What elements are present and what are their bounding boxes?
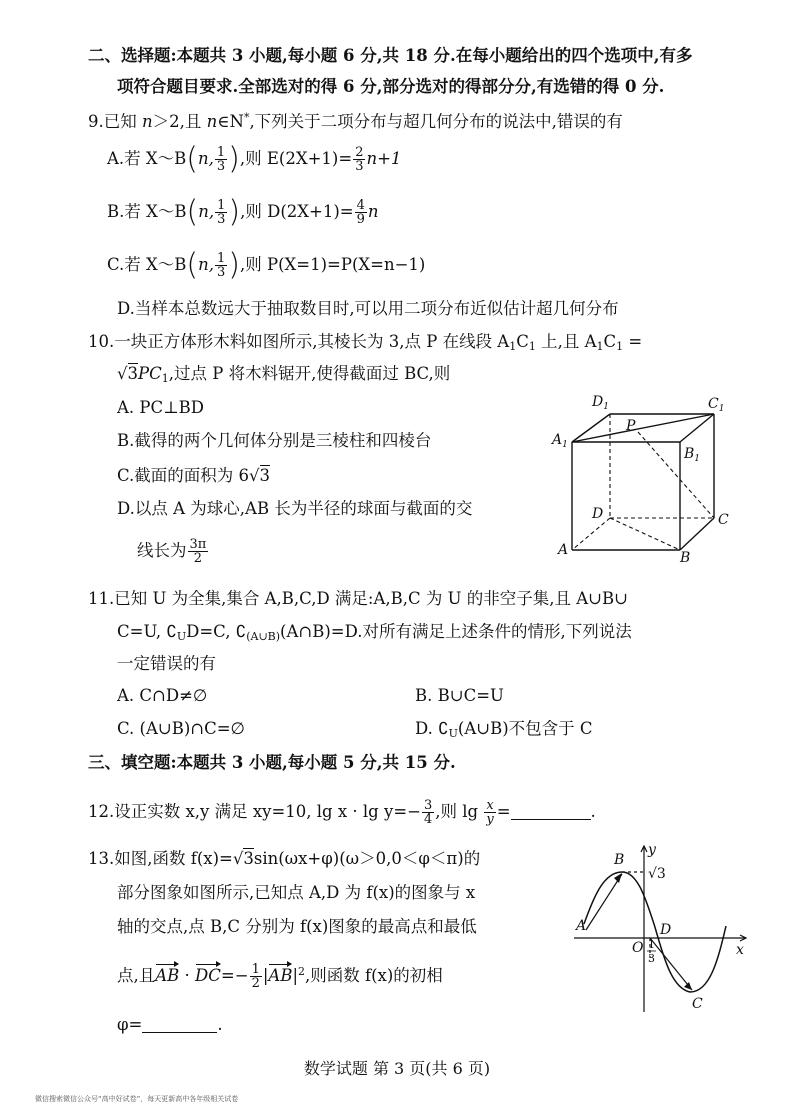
label-C1: $C_1$ <box>708 396 725 414</box>
graph-label-y: y <box>648 842 656 858</box>
graph-label-O: O <box>632 940 644 956</box>
q13-stem-line3: 轴的交点,点 B,C 分别为 f(x)图象的最高点和最低 <box>117 917 477 936</box>
q10-option-d-line2: 线长为 $\frac{3\pi}{2}$ <box>137 537 207 566</box>
q10-option-c: C.截面的面积为 6√3 <box>117 466 271 485</box>
label-C: C <box>718 512 729 528</box>
graph-label-D: D <box>660 922 672 938</box>
q13-answer-blank[interactable] <box>142 1031 217 1033</box>
q11-stem-line1: 11.已知 U 为全集,集合 A,B,C,D 满足:A,B,C 为 U 的非空子集,且 A∪B∪ <box>88 589 628 608</box>
section-2-instructions: 项符合题目要求.全部选对的得 6 分,部分选对的得部分分,有选错的得 0 分. <box>117 77 665 96</box>
q11-option-d: D. $∁_U(A\cup B)$不包含于 C <box>415 719 593 740</box>
q11-option-b: B. B∪C=U <box>415 686 504 705</box>
q11-stem-line2: C=U, $∁_UD=C$, $∁_{(A\cup B)}(A\cap B)=D$.对所有满足上述条件的情形,下列说法 <box>117 622 632 643</box>
q11-option-c: C. (A∪B)∩C=∅ <box>117 719 245 738</box>
sine-graph-figure <box>570 840 755 1015</box>
label-B: B <box>680 550 691 566</box>
q13-stem-line2: 部分图象如图所示,已知点 A,D 为 f(x)的图象与 x <box>117 883 476 902</box>
page-footer: 数学试题 第 3 页(共 6 页) <box>303 1059 491 1078</box>
label-P: P <box>626 418 636 434</box>
label-D: D <box>592 506 604 522</box>
q13-stem-line5: φ= . <box>117 1015 223 1034</box>
label-A: A <box>558 542 569 558</box>
section-3-heading: 三、填空题:本题共 3 小题,每小题 5 分,共 15 分. <box>88 753 456 772</box>
graph-label-C: C <box>692 996 703 1012</box>
q10-stem-line2: $√3PC_1$,过点 P 将木料锯开,使得截面过 BC,则 <box>117 364 451 385</box>
graph-label-x: x <box>736 942 744 958</box>
cube-figure <box>548 392 738 567</box>
q11-stem-line3: 一定错误的有 <box>117 654 216 673</box>
q11-option-a: A. C∩D≠∅ <box>117 686 208 705</box>
q13-stem-line1: 13.如图,函数 f(x)=√3sin(ωx+φ)(ω＞0,0＜φ＜π)的 <box>88 849 481 868</box>
q9-option-d: D.当样本总数远大于抽取数目时,可以用二项分布近似估计超几何分布 <box>117 299 619 318</box>
label-B1: $B_1$ <box>684 446 701 464</box>
graph-label-B: B <box>614 852 625 868</box>
q9-option-a: A.若 X～B(n, $\frac{1}{3}$ ),则 E(2X+1)= $\frac{2}{3}$ n+1 <box>107 141 402 177</box>
q10-stem-line1: 10.一块正方体形木料如图所示,其棱长为 3,点 P 在线段 $A_1C_1$ 上,且 $A_1C_1$ = <box>88 332 643 353</box>
q12-answer-blank[interactable] <box>511 818 591 820</box>
label-A1: $A_1$ <box>552 432 568 450</box>
q12-stem: 12.设正实数 x,y 满足 xy=10, lg x · lg y=− $\frac{3}{4}$ ,则 lg $\frac{x}{y}$ = . <box>88 798 596 827</box>
graph-label-A: A <box>576 918 587 934</box>
watermark-text: 微信搜索微信公众号“高中好试卷”，每天更新高中各年级相关试卷 <box>35 1095 239 1103</box>
graph-label-root3: √3 <box>648 866 666 882</box>
q9-option-b: B.若 X～B(n, $\frac{1}{3}$ ),则 D(2X+1)= $\frac{4}{9}$ n <box>107 194 379 230</box>
q10-option-b: B.截得的两个几何体分别是三棱柱和四棱台 <box>117 431 432 450</box>
section-2-heading: 二、选择题:本题共 3 小题,每小题 6 分,共 18 分.在每小题给出的四个选项中,有多 <box>88 46 693 65</box>
q13-stem-line4: 点,且AB · DC=− $\frac{1}{2}$ $|AB|^2$,则函数 f(x)的初相 <box>117 962 443 991</box>
q10-option-a: A. PC⊥BD <box>117 398 205 417</box>
graph-label-three: 3 <box>648 952 655 965</box>
q9-stem: 9.已知 n＞2,且 n∈N*,下列关于二项分布与超几何分布的说法中,错误的有 <box>88 111 623 131</box>
q10-option-d-line1: D.以点 A 为球心,AB 长为半径的球面与截面的交 <box>117 499 473 518</box>
label-D1: $D_1$ <box>592 394 609 412</box>
graph-label-one: 1 <box>648 938 655 951</box>
q9-option-c: C.若 X～B(n, $\frac{1}{3}$ ),则 P(X=1)=P(X=n−1) <box>107 247 426 283</box>
